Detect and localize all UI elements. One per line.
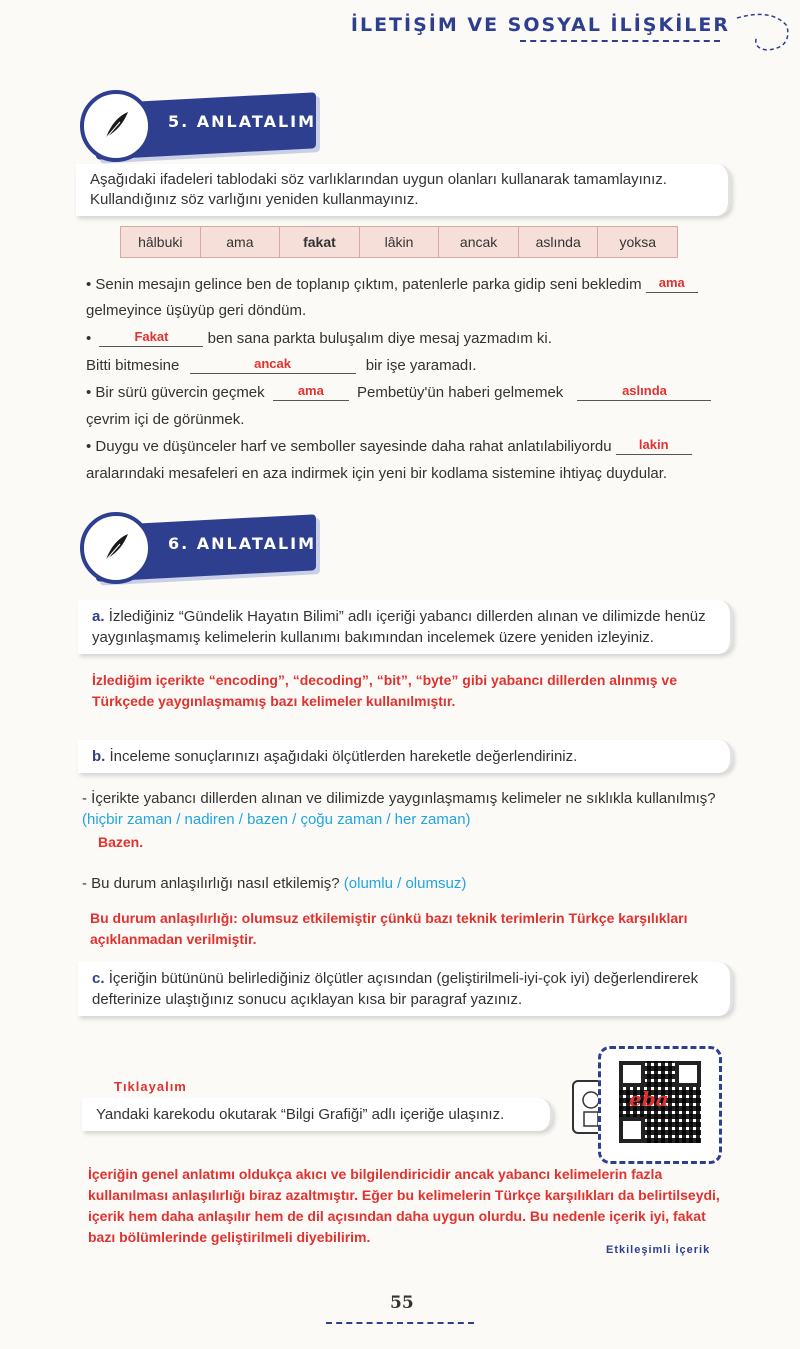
sentence-text: • Duygu ve düşünceler harf ve semboller sayesinde daha rahat anlatılabiliyordu [86, 438, 612, 455]
answer-c: İçeriğin genel anlatımı oldukça akıcı ve bilgilendiricidir ancak yabancı kelimelerin fazla kullanılması anlaşılırlığı biraz azaltmıştır. Eğer bu kelimelerin Türkçe karşılıkları da belirtilseydi, içerik hem daha anlaşılır hem de dil açısından daha uygun olurdu. Bu nedenle içerik iyi, fakat bazı bölümlerinde geliştirilmeli diyebilirim. [88, 1166, 720, 1245]
decorative-swirl-icon [732, 8, 792, 58]
section-5-badge [80, 90, 320, 164]
word-cell: yoksa [619, 234, 657, 250]
criterion-2-answer: Bu durum anlaşılırlığı: olumsuz etkilemiştir çünkü bazı teknik terimlerin Türkçe karşılıkları açıklanmadan verilmiştir. [90, 910, 688, 947]
criterion-2-text: - Bu durum anlaşılırlığı nasıl etkilemiş? [82, 875, 340, 892]
sentence-3 [86, 357, 477, 374]
sentence-4-cont: çevrim içi de görünmek. [86, 411, 245, 428]
chapter-title: İLETİŞİM VE SOSYAL İLİŞKİLER [350, 14, 730, 36]
answer-blank[interactable] [646, 276, 698, 293]
answer-text: ama [658, 275, 685, 290]
answer-blank[interactable] [99, 330, 203, 347]
word-cell: hâlbuki [121, 227, 201, 257]
answer-blank[interactable] [273, 384, 349, 401]
word-cell: fakat [280, 227, 360, 257]
answer-text: aslında [622, 383, 667, 398]
word-table [120, 226, 678, 258]
question-a [78, 600, 733, 654]
eba-logo: eba [629, 1087, 669, 1111]
sentence-text: • Senin mesajın gelince ben de toplanıp çıktım, patenlerle parka gidip seni bekledim [86, 276, 642, 293]
question-a-text: İzlediğiniz “Gündelik Hayatın Bilimi” adlı içeriği yabancı dillerden alınan ve dilimizde henüz yaygınlaşmamış kelimelerin kullanımı bakımından incelemek üzere yeniden izleyiniz. [92, 608, 706, 646]
word-cell: aslında [519, 227, 599, 257]
question-c-label: c. [92, 970, 105, 987]
bullet: • [86, 330, 92, 347]
sentence-1 [86, 276, 698, 293]
answer-blank[interactable] [616, 438, 692, 455]
answer-blank[interactable] [577, 384, 711, 401]
question-b-text: İnceleme sonuçlarınızı aşağıdaki ölçütlerden hareketle değerlendiriniz. [109, 748, 578, 765]
word-cell: ama [201, 227, 281, 257]
sentence-5 [86, 438, 692, 455]
interactive-content-label: Etkileşimli İçerik [606, 1244, 711, 1256]
answer-text: lakin [638, 437, 669, 452]
quill-icon [80, 512, 152, 584]
section-6-title: 6. ANLATALIM [168, 534, 317, 553]
criterion-1-text: - İçerikte yabancı dillerden alınan ve dilimizde yaygınlaşmamış kelimeler ne sıklıkla kullanılmış? [82, 790, 716, 807]
question-a-label: a. [92, 608, 105, 625]
answer-text: ancak [254, 356, 291, 371]
sentence-text: Pembetüy'ün haberi gelmemek [357, 384, 564, 401]
sentence-text: Bitti bitmesine [86, 357, 180, 374]
sentence-2 [86, 330, 552, 347]
word-cell: lâkin [360, 227, 440, 257]
footer-divider [326, 1322, 474, 1324]
answer-text: Fakat [134, 329, 169, 344]
question-b [78, 740, 733, 773]
criterion-1-answer: Bazen. [98, 834, 144, 850]
header-divider [520, 40, 720, 42]
criterion-2 [82, 873, 466, 894]
qr-code-box[interactable] [598, 1046, 722, 1164]
sentence-text: ben sana parkta buluşalım diye mesaj yazmadım ki. [207, 330, 552, 347]
answer-blank[interactable] [190, 357, 356, 374]
word-cell: ancak [439, 227, 519, 257]
qr-instruction: Yandaki karekodu okutarak “Bilgi Grafiği” adlı içeriğe ulaşınız. [82, 1098, 553, 1131]
criterion-2-options: (olumlu / olumsuz) [343, 875, 467, 892]
sentence-text: • Bir sürü güvercin geçmek [86, 384, 265, 401]
answer-text: ama [297, 383, 324, 398]
sentence-text: bir işe yaramadı. [365, 357, 477, 374]
section-6-badge [80, 512, 320, 586]
answer-a: İzlediğim içerikte “encoding”, “decoding”, “bit”, “byte” gibi yabancı dillerden alınmış ve Türkçede yaygınlaşmamış bazı kelimeler kullanılmıştır. [92, 672, 678, 709]
section-5-title: 5. ANLATALIM [168, 112, 317, 131]
criterion-1 [82, 788, 722, 830]
quill-icon [80, 90, 152, 162]
section-5-instruction: Aşağıdaki ifadeleri tablodaki söz varlıklarından uygun olanları kullanarak tamamlayınız. Kullandığınız söz varlığını yeniden kullanmayınız. [76, 164, 731, 216]
sentence-1-cont: gelmeyince üşüyüp geri döndüm. [86, 302, 307, 319]
sentence-5-cont: aralarındaki mesafeleri en aza indirmek için yeni bir kodlama sistemine ihtiyaç duydular. [86, 465, 668, 482]
question-b-label: b. [92, 748, 106, 765]
question-c-text: İçeriğin bütününü belirlediğiniz ölçütler açısından (geliştirilmeli-iyi-çok iyi) değerlendirerek defterinize ulaştığınız sonucu açıklayan kısa bir paragraf yazınız. [92, 970, 699, 1008]
criterion-1-options: (hiçbir zaman / nadiren / bazen / çoğu zaman / her zaman) [82, 811, 471, 828]
sentence-4 [86, 384, 711, 401]
tiklayalim-label: Tıklayalım [114, 1079, 187, 1094]
page-number: 55 [390, 1293, 414, 1313]
question-c [78, 962, 733, 1016]
